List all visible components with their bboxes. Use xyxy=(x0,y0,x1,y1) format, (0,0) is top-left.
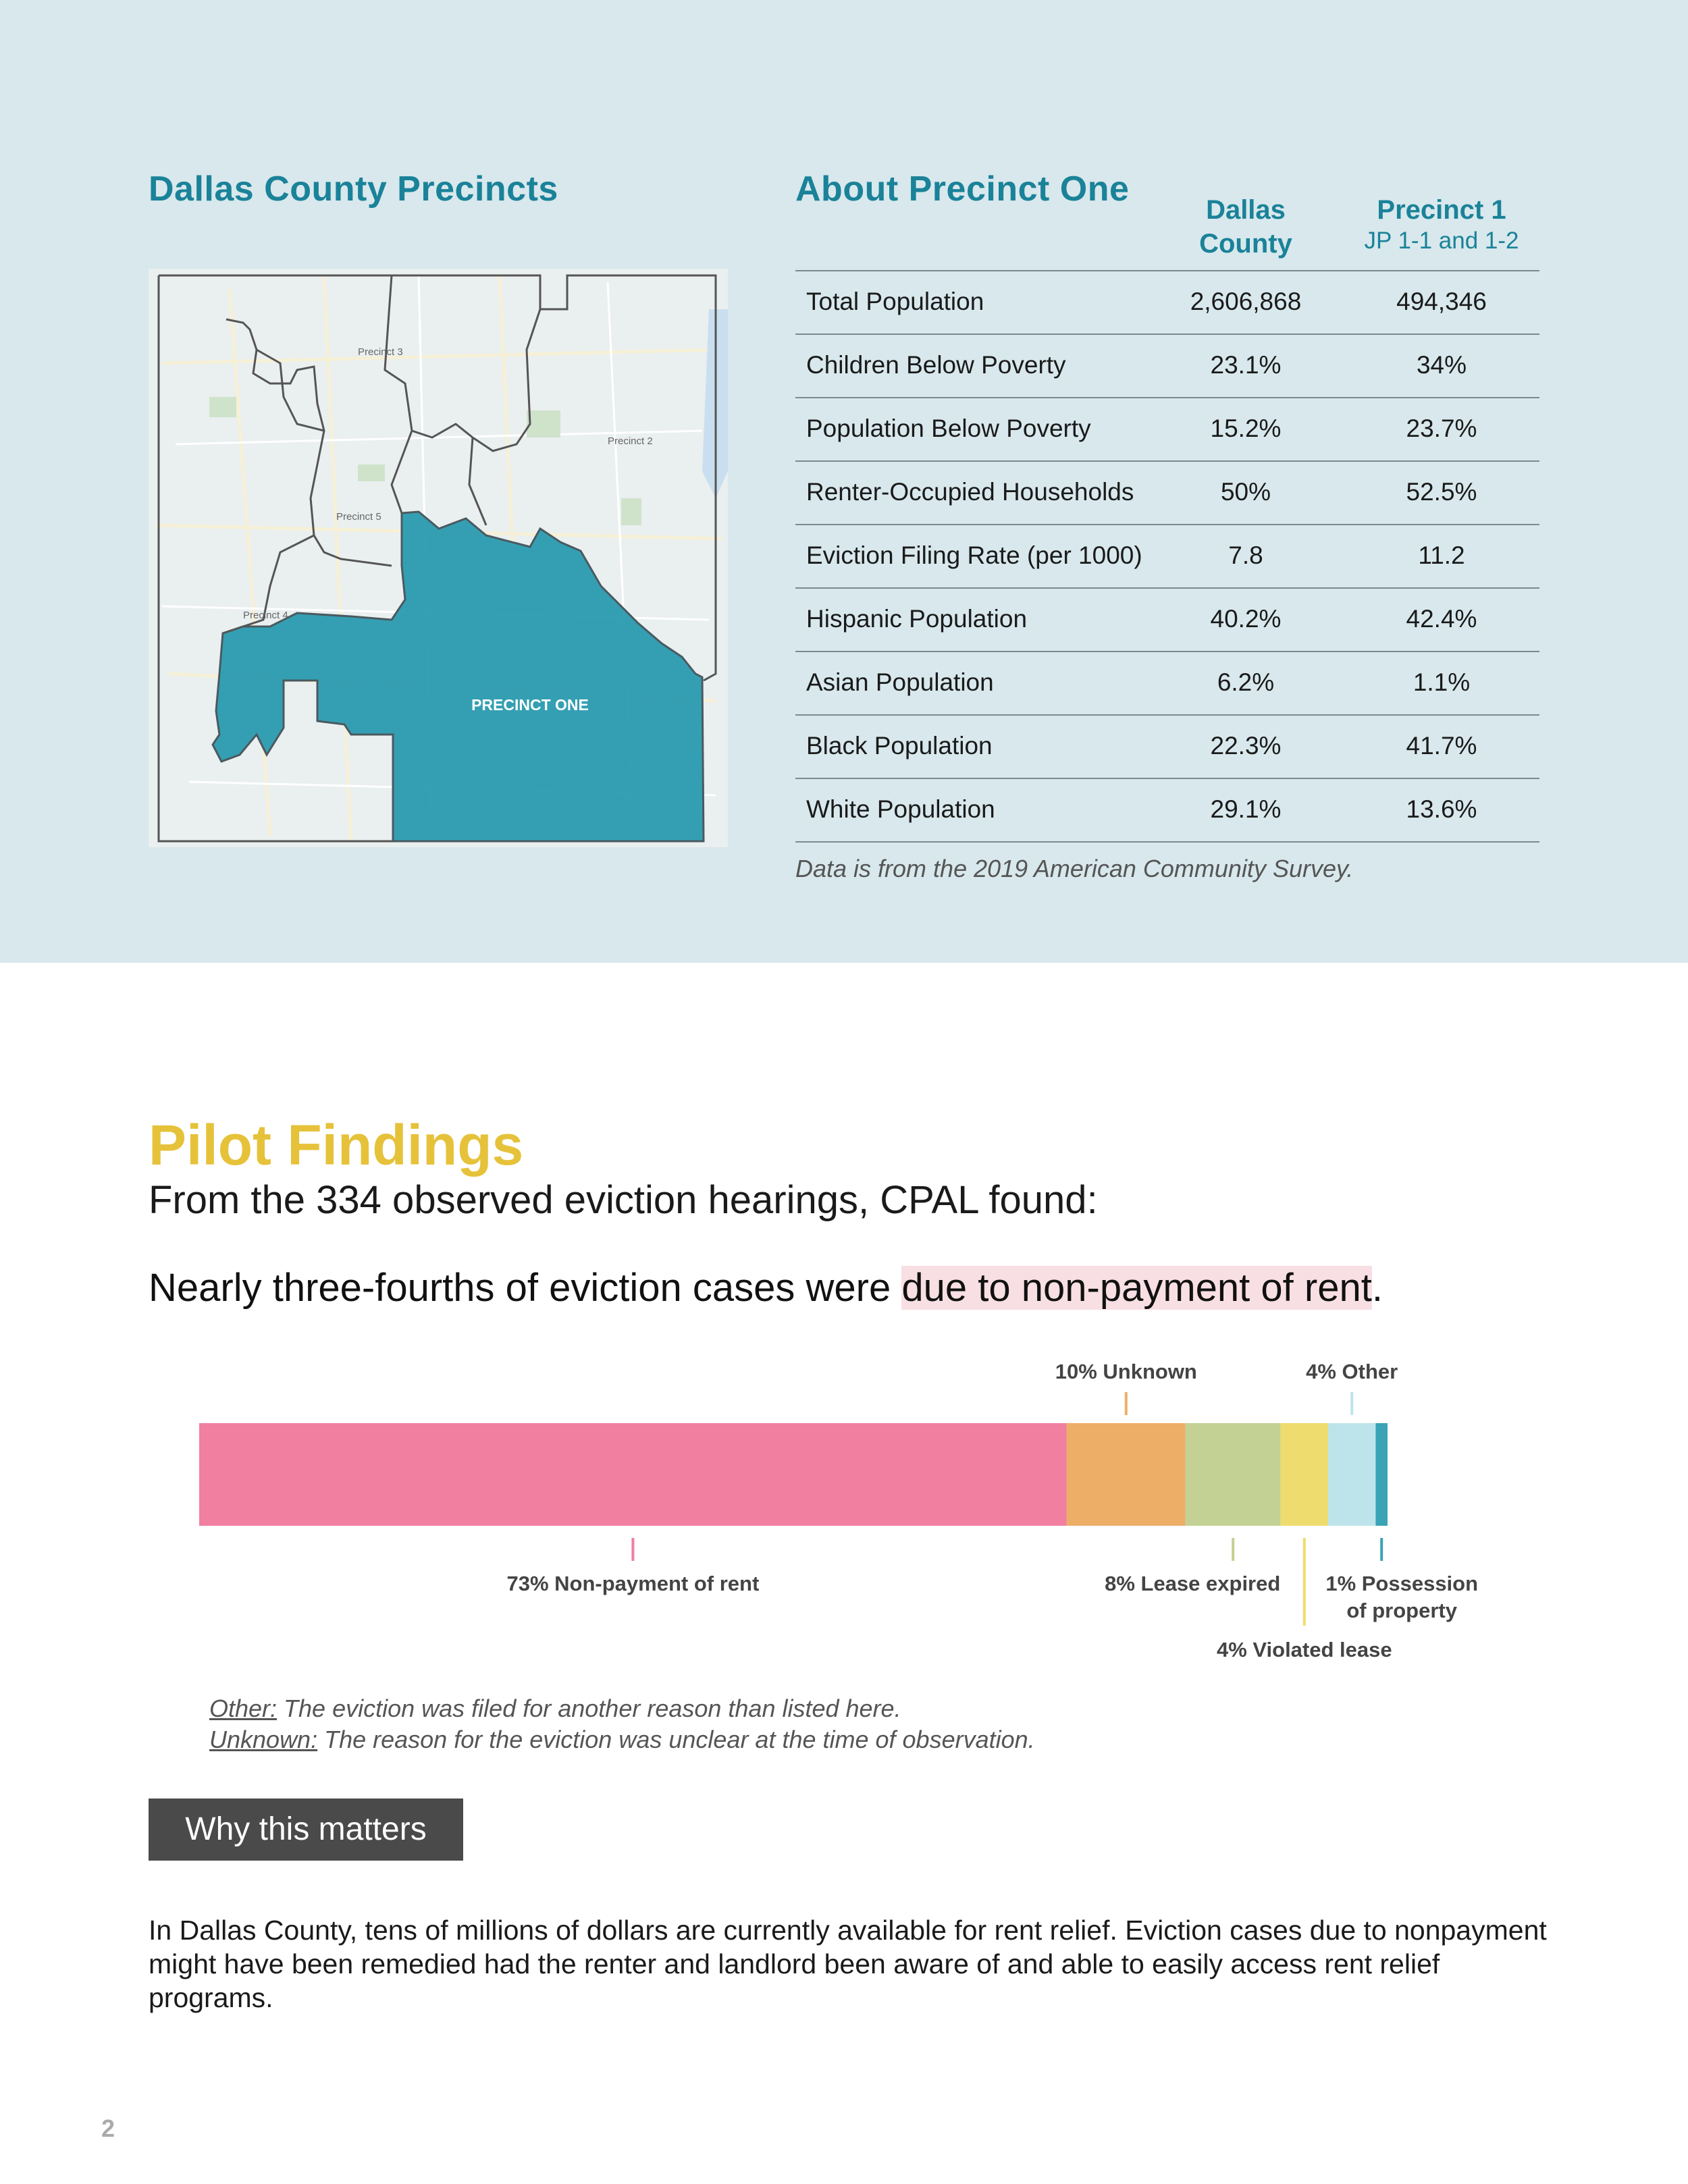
data-label: 4% Violated lease xyxy=(1216,1638,1392,1661)
table-row xyxy=(795,778,1539,843)
precinct-value: 11.2 xyxy=(1418,541,1465,569)
definition-term: Other: xyxy=(209,1695,278,1722)
bar-segment-violated-lease xyxy=(1281,1423,1328,1526)
map-label-precinct-4: Precinct 4 xyxy=(243,610,288,621)
dallas-value: 50% xyxy=(1220,478,1271,506)
map-label-precinct-3: Precinct 3 xyxy=(358,346,403,358)
bar-segment-possession-of-property xyxy=(1375,1423,1388,1526)
row-label: Total Population xyxy=(806,288,984,315)
precinct-value: 1.1% xyxy=(1413,668,1471,696)
dallas-value: 6.2% xyxy=(1217,668,1275,696)
row-label: Eviction Filing Rate (per 1000) xyxy=(806,541,1142,569)
row-label: Children Below Poverty xyxy=(806,351,1066,379)
col-header-precinct-1-subtitle: JP 1-1 and 1-2 xyxy=(1364,228,1519,254)
bar-segment-non-payment-of-rent xyxy=(199,1423,1067,1526)
precinct-value: 52.5% xyxy=(1406,478,1477,506)
definition-text: The eviction was filed for another reason than listed here. xyxy=(277,1695,901,1722)
precinct-map xyxy=(149,269,728,847)
col-header-precinct-1 xyxy=(1334,193,1550,255)
dallas-value: 29.1% xyxy=(1210,795,1282,823)
precinct-value: 34% xyxy=(1416,351,1467,379)
data-label: 10% Unknown xyxy=(1055,1360,1197,1383)
dallas-value: 7.8 xyxy=(1228,541,1263,569)
source-note: Data is from the 2019 American Community Survey. xyxy=(795,855,1354,882)
claim-suffix: . xyxy=(1371,1266,1383,1310)
definition-unknown xyxy=(209,1724,1035,1755)
precinct-value: 494,346 xyxy=(1396,288,1487,315)
data-label: 73% Non-payment of rent xyxy=(506,1572,760,1595)
table-row xyxy=(795,651,1539,714)
row-label: Renter-Occupied Households xyxy=(806,478,1134,506)
col-header-precinct-1-title: Precinct 1 xyxy=(1377,195,1506,225)
stacked-bar xyxy=(199,1423,1388,1526)
table-row xyxy=(795,334,1539,397)
row-label: White Population xyxy=(806,795,995,823)
page-number: 2 xyxy=(101,2114,115,2142)
table-row xyxy=(795,460,1539,524)
map-label-precinct-one: PRECINCT ONE xyxy=(471,696,589,714)
precinct-value: 13.6% xyxy=(1406,795,1477,823)
claim-prefix: Nearly three-fourths of eviction cases were xyxy=(149,1266,902,1310)
table-section-title: About Precinct One xyxy=(795,169,1130,209)
pilot-findings-claim xyxy=(149,1265,1383,1310)
data-label: 4% Other xyxy=(1306,1360,1398,1383)
precinct-value: 41.7% xyxy=(1406,732,1477,760)
why-this-matters-body: In Dallas County, tens of millions of dollars are currently available for rent relief. Eviction cases due to nonpayment might have been remedied had the renter and landlord been aware of and able to easily access rent relief programs. xyxy=(149,1915,1547,2013)
demographics-table xyxy=(795,270,1539,843)
table-row xyxy=(795,397,1539,460)
bar-segment-other xyxy=(1328,1423,1375,1526)
dallas-value: 40.2% xyxy=(1210,605,1282,633)
row-label: Asian Population xyxy=(806,668,994,696)
definition-text: The reason for the eviction was unclear at the time of observation. xyxy=(317,1726,1035,1753)
dallas-value: 23.1% xyxy=(1210,351,1282,379)
definition-other xyxy=(209,1693,1035,1724)
bar-segment-unknown xyxy=(1067,1423,1186,1526)
row-label: Hispanic Population xyxy=(806,605,1028,633)
table-row xyxy=(795,587,1539,651)
map-label-precinct-5: Precinct 5 xyxy=(336,511,381,523)
row-label: Population Below Poverty xyxy=(806,415,1091,442)
definitions xyxy=(209,1693,1035,1755)
dallas-value: 15.2% xyxy=(1210,415,1282,442)
dallas-value: 2,606,868 xyxy=(1190,288,1302,315)
precinct-value: 42.4% xyxy=(1406,605,1477,633)
map-label-precinct-2: Precinct 2 xyxy=(608,435,653,447)
pilot-findings-subtitle: From the 334 observed eviction hearings, CPAL found: xyxy=(149,1178,1098,1222)
data-label: 1% Possession of property xyxy=(1325,1572,1479,1622)
precinct-value: 23.7% xyxy=(1406,415,1477,442)
definition-term: Unknown: xyxy=(209,1726,318,1753)
bar-segment-lease-expired xyxy=(1186,1423,1281,1526)
pilot-findings-title: Pilot Findings xyxy=(149,1113,524,1177)
row-label: Black Population xyxy=(806,732,993,760)
table-row xyxy=(795,270,1539,334)
col-header-dallas-county: Dallas County xyxy=(1199,195,1292,259)
why-this-matters-heading: Why this matters xyxy=(149,1799,463,1861)
eviction-reasons-chart xyxy=(0,1343,1688,1674)
table-row xyxy=(795,714,1539,778)
map-section-title: Dallas County Precincts xyxy=(149,169,558,209)
dallas-value: 22.3% xyxy=(1210,732,1282,760)
data-label: 8% Lease expired xyxy=(1105,1572,1281,1595)
table-row xyxy=(795,524,1539,587)
claim-highlight: due to non-payment of rent xyxy=(901,1266,1372,1310)
